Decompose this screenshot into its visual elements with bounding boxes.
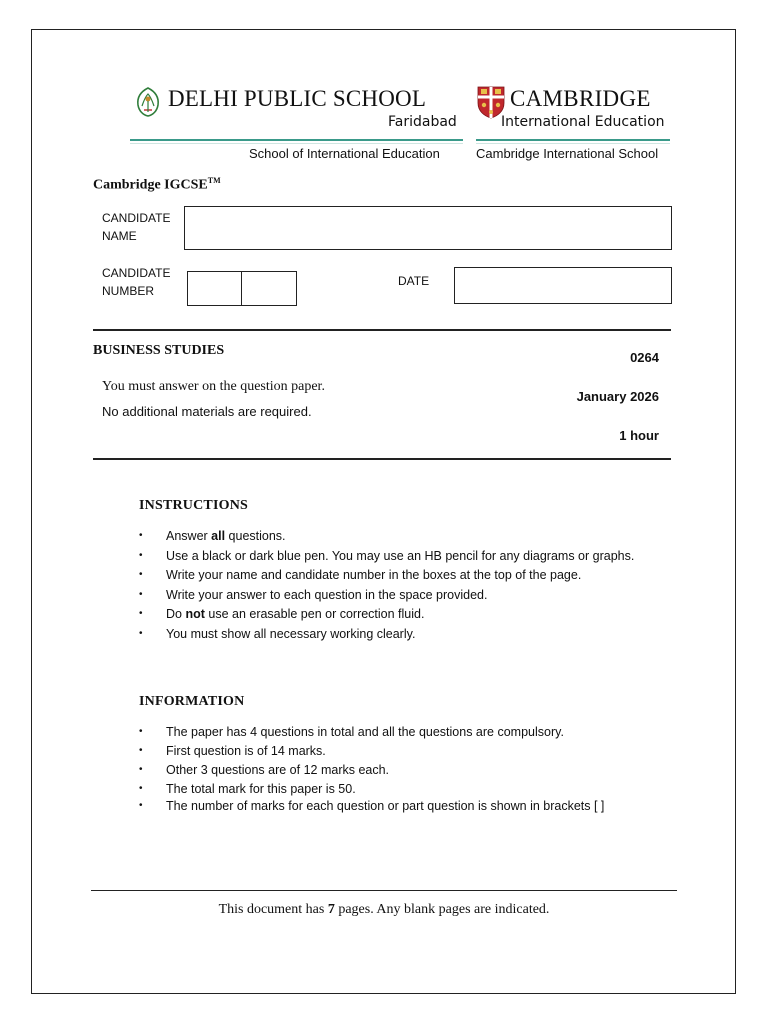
divider-top: [93, 329, 671, 331]
candidate-number-label: [102, 264, 182, 300]
dps-school-name: DELHI PUBLIC SCHOOL: [168, 86, 427, 111]
instruction-item: • Write your answer to each question in the space provided.: [139, 586, 669, 604]
candidate-name-label-line2: NAME: [102, 229, 137, 243]
exam-board-name: Cambridge IGCSE: [93, 177, 208, 193]
page-border: [31, 29, 736, 994]
cambridge-rule-light: [476, 143, 670, 144]
page-count: 7: [327, 902, 335, 917]
exam-board: [93, 176, 221, 194]
information-item: • The number of marks for each question or part question is shown in brackets [ ]: [139, 797, 669, 815]
instruction-item: • Write your name and candidate number in the boxes at the top of the page.: [139, 566, 669, 584]
dps-department: School of International Education: [249, 146, 440, 161]
dps-rule: [130, 139, 463, 141]
footer-rule: [91, 890, 677, 891]
cambridge-rule: [476, 139, 670, 141]
instructions-heading: INSTRUCTIONS: [139, 498, 248, 513]
candidate-name-field[interactable]: [184, 206, 672, 250]
exam-duration: 1 hour: [619, 428, 659, 443]
subject-title: BUSINESS STUDIES: [93, 343, 225, 358]
instructions-list: [139, 527, 669, 644]
page-count-note: This document has 7 pages. Any blank pages are indicated.: [218, 902, 550, 917]
instruction-item: • Answer all questions.: [139, 527, 669, 545]
divider-bottom: [93, 458, 671, 460]
date-label: DATE: [398, 274, 430, 288]
cambridge-subtitle: International Education: [501, 114, 665, 130]
trademark: TM: [207, 176, 221, 185]
information-item: • Other 3 questions are of 12 marks each.: [139, 761, 669, 779]
cambridge-school: Cambridge International School: [476, 146, 659, 161]
instruction-item: • You must show all necessary working clearly.: [139, 625, 669, 643]
information-list: [139, 723, 669, 816]
answer-note: You must answer on the question paper.: [102, 379, 325, 394]
date-field[interactable]: [454, 267, 672, 304]
school-emblem-icon: [134, 86, 162, 118]
information-item: • The total mark for this paper is 50.: [139, 780, 669, 798]
materials-note: No additional materials are required.: [102, 404, 312, 419]
dps-rule-light: [130, 143, 463, 144]
candidate-name-label-line1: CANDIDATE: [102, 211, 171, 225]
candidate-name-label: [102, 209, 182, 245]
information-item: • The paper has 4 questions in total and all the questions are compulsory.: [139, 723, 669, 741]
candidate-number-field-2[interactable]: [241, 271, 297, 306]
information-heading: INFORMATION: [139, 694, 245, 709]
instruction-item: • Use a black or dark blue pen. You may use an HB pencil for any diagrams or graphs.: [139, 547, 669, 565]
instruction-item: • Do not use an erasable pen or correction fluid.: [139, 605, 669, 623]
information-item: • First question is of 14 marks.: [139, 742, 669, 760]
candidate-number-label-line1: CANDIDATE: [102, 266, 171, 280]
cambridge-name: CAMBRIDGE: [510, 86, 651, 111]
candidate-number-label-line2: NUMBER: [102, 284, 155, 298]
syllabus-code: 0264: [630, 350, 659, 365]
exam-session: January 2026: [576, 389, 659, 404]
candidate-number-field-1[interactable]: [187, 271, 242, 306]
dps-city: Faridabad: [388, 114, 457, 130]
